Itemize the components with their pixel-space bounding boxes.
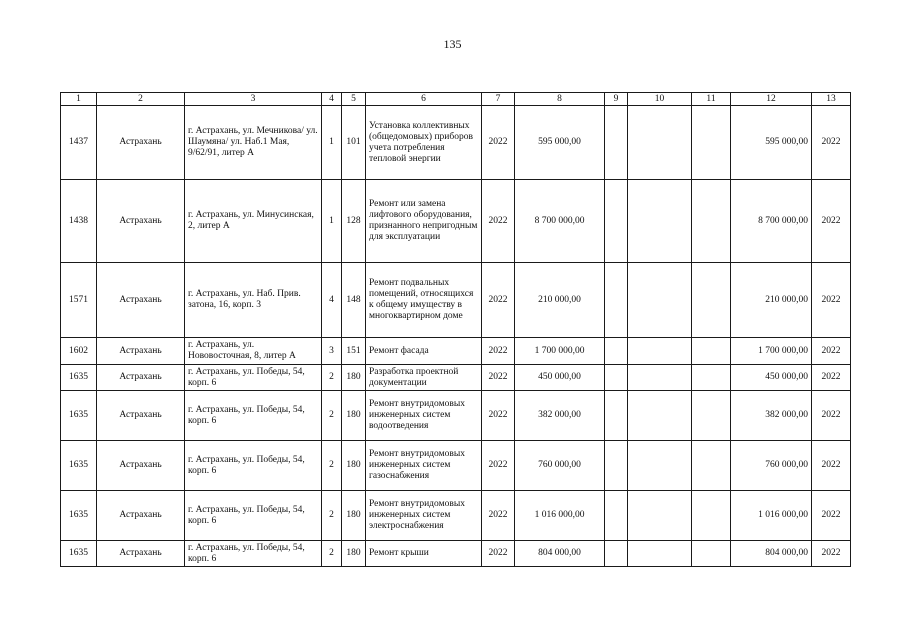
cell-city: Астрахань: [97, 391, 185, 441]
cell-col9: [605, 365, 628, 391]
cell-col11: [692, 541, 731, 567]
cell-year: 2022: [482, 263, 515, 338]
cell-amount: 1 700 000,00: [515, 338, 605, 365]
column-number-12: 12: [731, 93, 812, 106]
cell-year-end: 2022: [812, 106, 851, 180]
cell-col4: 4: [322, 263, 342, 338]
table-row: [61, 180, 851, 263]
cell-amount: 8 700 000,00: [515, 180, 605, 263]
cell-city: Астрахань: [97, 106, 185, 180]
cell-work: Ремонт внутридомовых инженерных систем водоотведения: [366, 391, 482, 441]
table-row: [61, 441, 851, 491]
column-number-8: 8: [515, 93, 605, 106]
table-row: [61, 106, 851, 180]
cell-total: 1 700 000,00: [731, 338, 812, 365]
cell-col10: [628, 338, 692, 365]
cell-col9: [605, 541, 628, 567]
cell-id: 1438: [61, 180, 97, 263]
cell-amount: 450 000,00: [515, 365, 605, 391]
cell-col10: [628, 263, 692, 338]
cell-address: г. Астрахань, ул. Наб. Прив. затона, 16, корп. 3: [185, 263, 322, 338]
cell-city: Астрахань: [97, 541, 185, 567]
cell-col5: 128: [342, 180, 366, 263]
cell-col5: 180: [342, 441, 366, 491]
cell-col10: [628, 106, 692, 180]
cell-year-end: 2022: [812, 180, 851, 263]
cell-address: г. Астрахань, ул. Победы, 54, корп. 6: [185, 365, 322, 391]
cell-city: Астрахань: [97, 491, 185, 541]
cell-work: Разработка проектной документации: [366, 365, 482, 391]
cell-col5: 180: [342, 541, 366, 567]
cell-year-end: 2022: [812, 263, 851, 338]
cell-year: 2022: [482, 365, 515, 391]
cell-col5: 151: [342, 338, 366, 365]
cell-id: 1635: [61, 541, 97, 567]
cell-id: 1437: [61, 106, 97, 180]
cell-total: 8 700 000,00: [731, 180, 812, 263]
cell-total: 595 000,00: [731, 106, 812, 180]
page-number: 135: [443, 37, 462, 51]
cell-year: 2022: [482, 106, 515, 180]
cell-col11: [692, 391, 731, 441]
cell-col4: 2: [322, 541, 342, 567]
cell-col11: [692, 441, 731, 491]
cell-year: 2022: [482, 541, 515, 567]
column-number-row: [61, 93, 851, 106]
cell-col5: 101: [342, 106, 366, 180]
cell-id: 1571: [61, 263, 97, 338]
cell-col4: 1: [322, 106, 342, 180]
cell-year: 2022: [482, 441, 515, 491]
column-number-5: 5: [342, 93, 366, 106]
cell-amount: 210 000,00: [515, 263, 605, 338]
cell-col11: [692, 365, 731, 391]
column-number-11: 11: [692, 93, 731, 106]
cell-year-end: 2022: [812, 338, 851, 365]
cell-amount: 760 000,00: [515, 441, 605, 491]
cell-total: 382 000,00: [731, 391, 812, 441]
column-number-9: 9: [605, 93, 628, 106]
cell-col11: [692, 263, 731, 338]
cell-work: Ремонт внутридомовых инженерных систем электроснабжения: [366, 491, 482, 541]
cell-col9: [605, 391, 628, 441]
cell-work: Ремонт крыши: [366, 541, 482, 567]
cell-id: 1635: [61, 365, 97, 391]
cell-amount: 595 000,00: [515, 106, 605, 180]
cell-city: Астрахань: [97, 263, 185, 338]
table-row: [61, 491, 851, 541]
cell-total: 804 000,00: [731, 541, 812, 567]
cell-work: Ремонт фасада: [366, 338, 482, 365]
cell-id: 1602: [61, 338, 97, 365]
cell-address: г. Астрахань, ул. Нововосточная, 8, литер А: [185, 338, 322, 365]
cell-amount: 382 000,00: [515, 391, 605, 441]
cell-col9: [605, 180, 628, 263]
cell-city: Астрахань: [97, 338, 185, 365]
column-number-2: 2: [97, 93, 185, 106]
cell-work: Ремонт или замена лифтового оборудования, признанного непригодным для эксплуатации: [366, 180, 482, 263]
cell-work: Ремонт подвальных помещений, относящихся к общему имуществу в многоквартирном доме: [366, 263, 482, 338]
cell-year: 2022: [482, 491, 515, 541]
column-number-1: 1: [61, 93, 97, 106]
cell-address: г. Астрахань, ул. Победы, 54, корп. 6: [185, 541, 322, 567]
cell-col5: 180: [342, 391, 366, 441]
cell-year-end: 2022: [812, 391, 851, 441]
cell-amount: 804 000,00: [515, 541, 605, 567]
cell-address: г. Астрахань, ул. Мечникова/ ул. Шаумяна/ ул. Наб.1 Мая, 9/62/91, литер А: [185, 106, 322, 180]
cell-year: 2022: [482, 338, 515, 365]
cell-col4: 2: [322, 491, 342, 541]
cell-col4: 3: [322, 338, 342, 365]
cell-address: г. Астрахань, ул. Победы, 54, корп. 6: [185, 491, 322, 541]
cell-col11: [692, 180, 731, 263]
cell-total: 450 000,00: [731, 365, 812, 391]
cell-col10: [628, 541, 692, 567]
cell-col4: 1: [322, 180, 342, 263]
cell-id: 1635: [61, 491, 97, 541]
column-number-6: 6: [366, 93, 482, 106]
column-number-7: 7: [482, 93, 515, 106]
cell-col11: [692, 491, 731, 541]
cell-col10: [628, 391, 692, 441]
cell-address: г. Астрахань, ул. Минусинская, 2, литер А: [185, 180, 322, 263]
works-table: [60, 92, 851, 567]
cell-col10: [628, 491, 692, 541]
cell-city: Астрахань: [97, 180, 185, 263]
cell-city: Астрахань: [97, 365, 185, 391]
cell-work: Установка коллективных (общедомовых) приборов учета потребления тепловой энергии: [366, 106, 482, 180]
cell-col4: 2: [322, 441, 342, 491]
cell-col4: 2: [322, 391, 342, 441]
cell-year: 2022: [482, 391, 515, 441]
cell-col11: [692, 338, 731, 365]
cell-col9: [605, 338, 628, 365]
cell-col9: [605, 106, 628, 180]
column-number-3: 3: [185, 93, 322, 106]
cell-col9: [605, 441, 628, 491]
cell-col10: [628, 365, 692, 391]
cell-total: 210 000,00: [731, 263, 812, 338]
cell-year: 2022: [482, 180, 515, 263]
cell-address: г. Астрахань, ул. Победы, 54, корп. 6: [185, 441, 322, 491]
cell-col11: [692, 106, 731, 180]
cell-col9: [605, 263, 628, 338]
cell-year-end: 2022: [812, 441, 851, 491]
cell-col10: [628, 441, 692, 491]
table-row: [61, 365, 851, 391]
cell-amount: 1 016 000,00: [515, 491, 605, 541]
table-row: [61, 391, 851, 441]
column-number-4: 4: [322, 93, 342, 106]
cell-year-end: 2022: [812, 365, 851, 391]
cell-col5: 180: [342, 365, 366, 391]
cell-col5: 148: [342, 263, 366, 338]
table-row: [61, 541, 851, 567]
cell-city: Астрахань: [97, 441, 185, 491]
cell-work: Ремонт внутридомовых инженерных систем газоснабжения: [366, 441, 482, 491]
cell-col4: 2: [322, 365, 342, 391]
column-number-10: 10: [628, 93, 692, 106]
cell-id: 1635: [61, 391, 97, 441]
cell-total: 1 016 000,00: [731, 491, 812, 541]
table-row: [61, 338, 851, 365]
cell-year-end: 2022: [812, 491, 851, 541]
cell-col9: [605, 491, 628, 541]
cell-total: 760 000,00: [731, 441, 812, 491]
cell-address: г. Астрахань, ул. Победы, 54, корп. 6: [185, 391, 322, 441]
cell-id: 1635: [61, 441, 97, 491]
cell-col5: 180: [342, 491, 366, 541]
column-number-13: 13: [812, 93, 851, 106]
cell-year-end: 2022: [812, 541, 851, 567]
cell-col10: [628, 180, 692, 263]
table-row: [61, 263, 851, 338]
